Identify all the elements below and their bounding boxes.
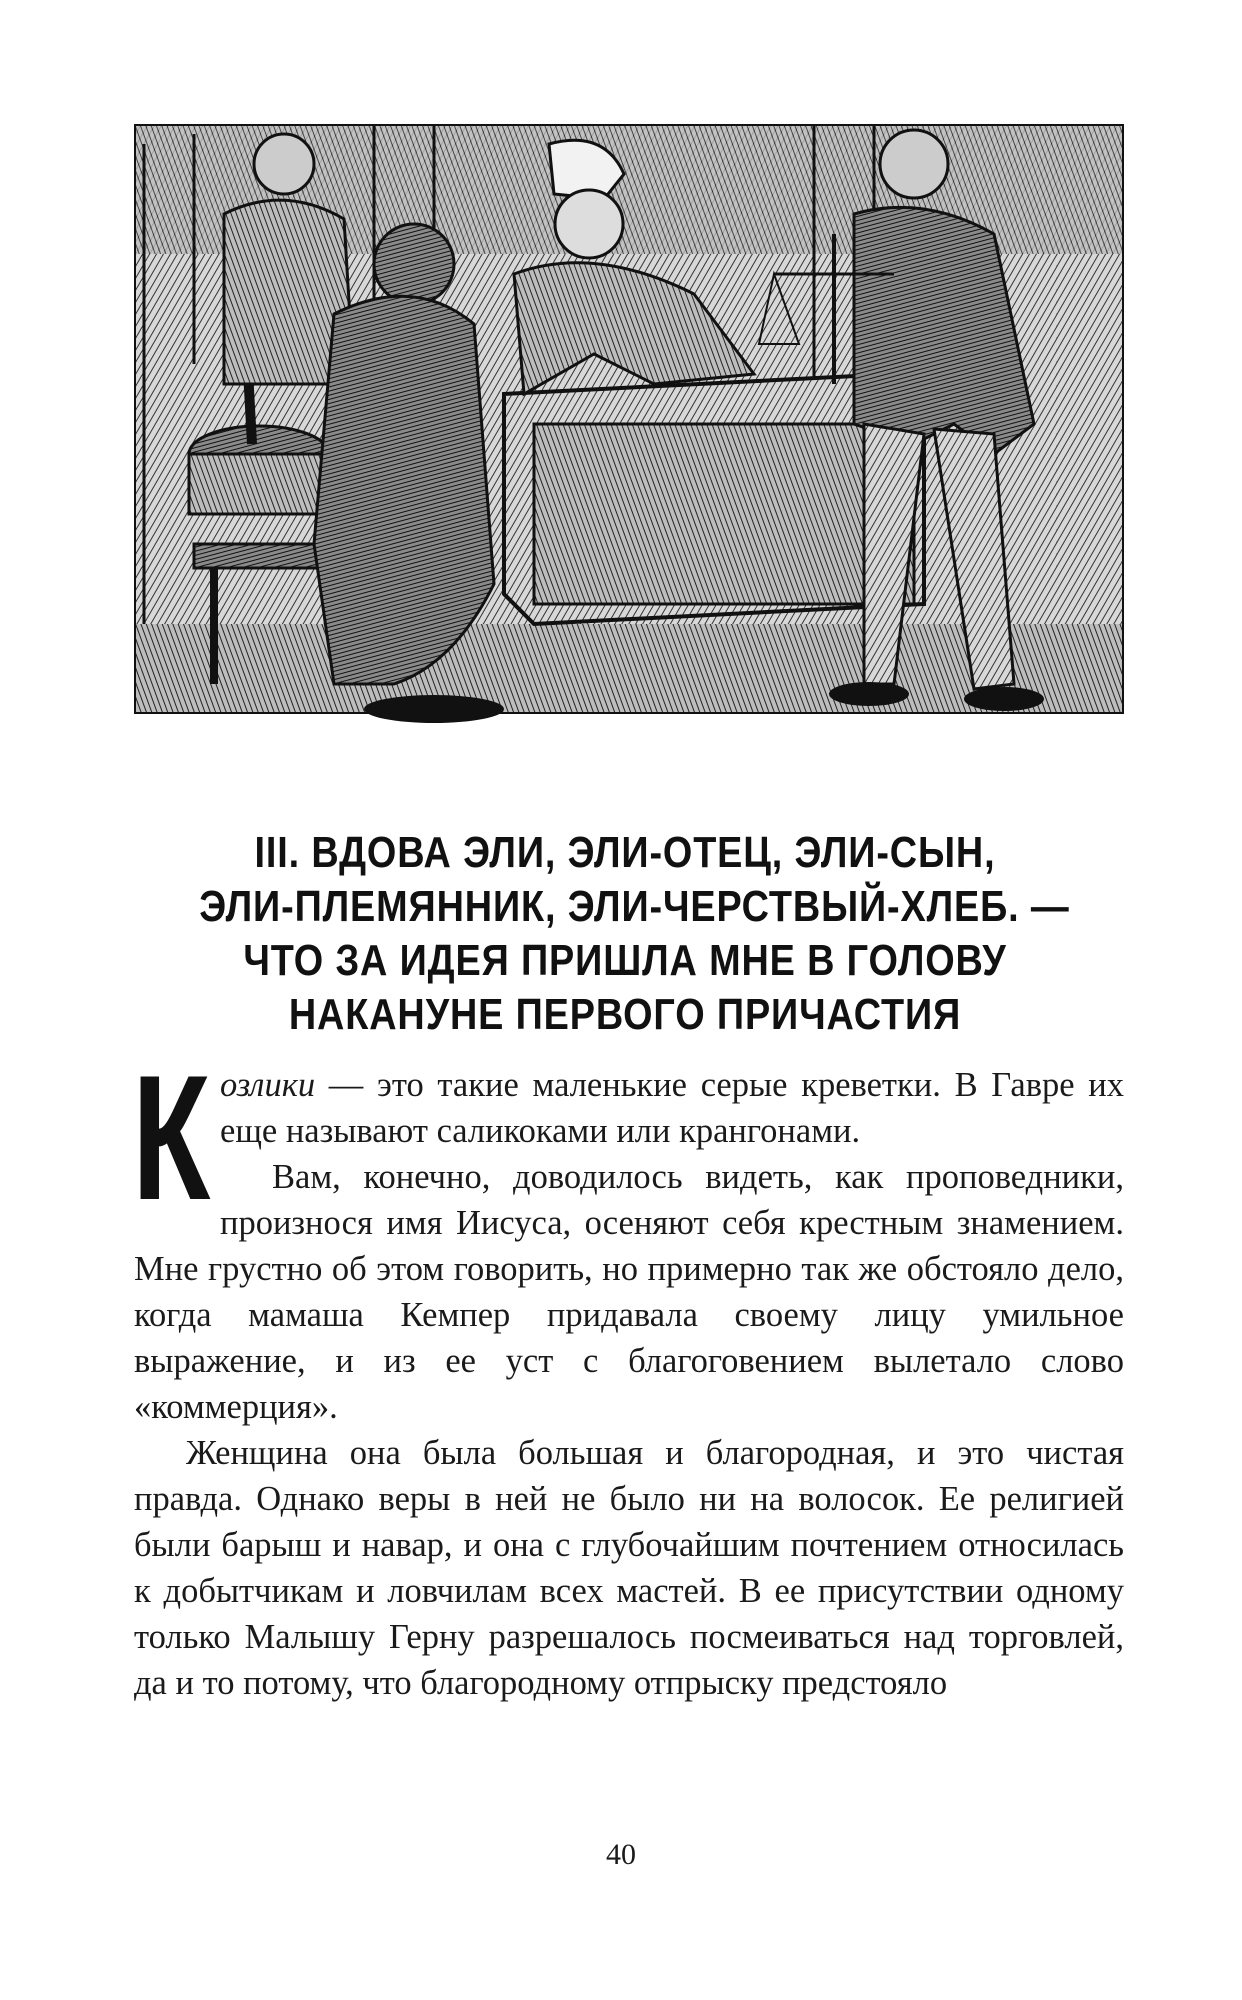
chapter-title-line: ЭЛИ-ПЛЕМЯННИК, ЭЛИ-ЧЕРСТВЫЙ-ХЛЕБ. — (199, 882, 1070, 931)
drop-cap: К (132, 1038, 211, 1237)
paragraph-text: — это такие маленькие серые креветки. В Гавре их еще называют саликоками или крангонами. (220, 1066, 1124, 1150)
page-number: 40 (606, 1838, 636, 1871)
chapter-title-line: ЧТО ЗА ИДЕЯ ПРИШЛА МНЕ В ГОЛОВУ (243, 936, 1007, 985)
paragraph (132, 1038, 1124, 1237)
chapter-illustration (134, 124, 1124, 744)
body-text (132, 1038, 1124, 1706)
engraving-image (134, 124, 1124, 744)
chapter-title (199, 826, 1070, 1042)
chapter-title-line: НАКАНУНЕ ПЕРВОГО ПРИЧАСТИЯ (288, 990, 962, 1039)
italic-word: озлики (220, 1066, 316, 1104)
chapter-title-line: III. ВДОВА ЭЛИ, ЭЛИ-ОТЕЦ, ЭЛИ-СЫН, (254, 828, 996, 877)
paragraph: Женщина она была большая и благородная, и это чистая правда. Однако веры в ней не было ни на волосок. Ее религией были барыш и навар, и она с глубочайшим почтением относилась к добытчикам и ловчилам всех мастей. В ее присутствии одному только Малышу Герну разрешалось посмеиваться над торговлей, да и то потому, что благородному отпрыску предстояло (134, 1434, 1124, 1702)
paragraph: Вам, конечно, доводилось видеть, как проповедники, произнося имя Иисуса, осеняют себя крестным знамением. Мне грустно об этом говорить, но примерно так же обстояло дело, когда мамаша Кемпер придавала своему лицу умильное выражение, и из ее уст с благоговением вылетало слово «коммерция». (134, 1158, 1124, 1426)
